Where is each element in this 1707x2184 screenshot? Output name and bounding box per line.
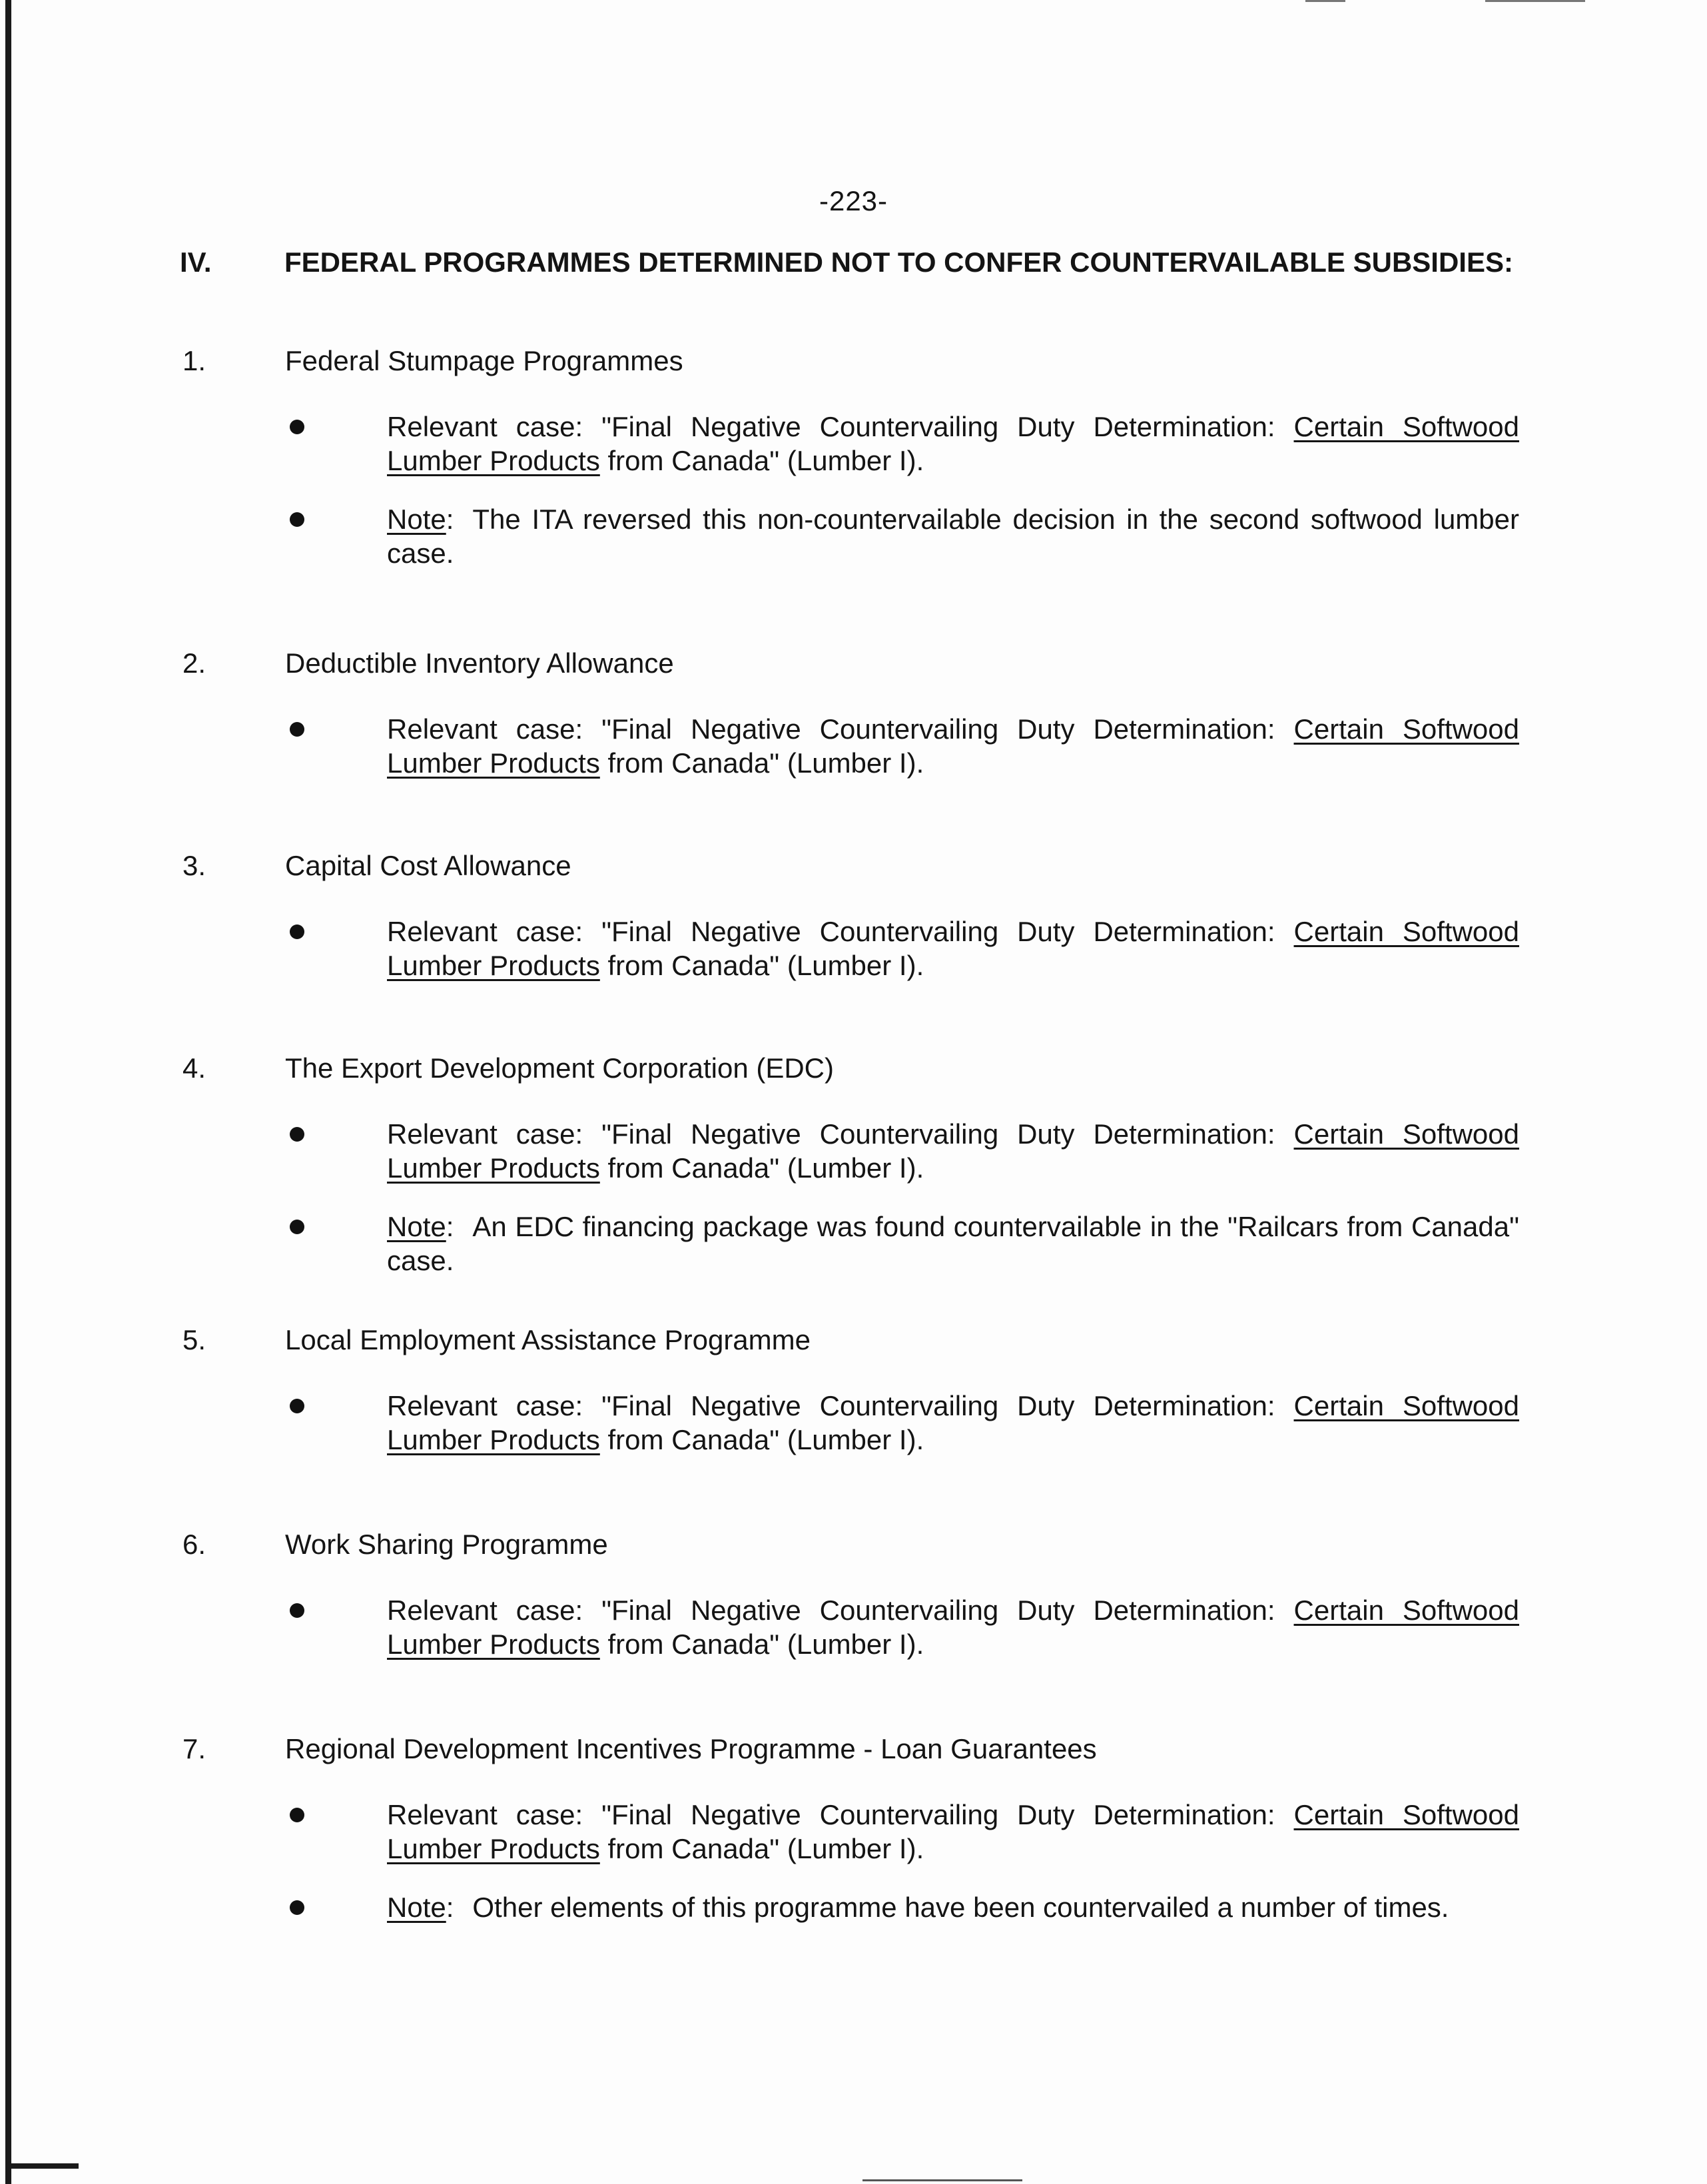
- scan-rule: [1485, 0, 1585, 2]
- programme-title: [180, 647, 1512, 687]
- relevant-case-item: [180, 1389, 1519, 1457]
- scan-rule: [1305, 0, 1345, 2]
- programme-number: 1.: [182, 345, 206, 376]
- relevant-case-text: Relevant case: "Final Negative Countervailing Duty Determination: Certain Softwood Lumber Products from Canada" (Lumber I).: [387, 916, 1519, 981]
- bullet-icon: [290, 420, 304, 434]
- programme-number: 3.: [182, 850, 206, 881]
- relevant-case-item: [180, 1593, 1519, 1661]
- relevant-case-item: [180, 1117, 1519, 1185]
- case-title: Certain Softwood Lumber Products: [387, 1118, 1519, 1184]
- programme-section: [180, 850, 1519, 982]
- programme-number: 2.: [182, 647, 206, 679]
- programme-section: [180, 1529, 1519, 1661]
- programme-section: [180, 647, 1519, 780]
- programme-section: [180, 1324, 1519, 1457]
- bullet-icon: [290, 1399, 304, 1413]
- programme-title: [180, 1052, 1512, 1092]
- programme-title: [180, 1733, 1512, 1773]
- case-title: Certain Softwood Lumber Products: [387, 1799, 1519, 1864]
- note-label: Note: [387, 1211, 446, 1242]
- relevant-case-text: Relevant case: "Final Negative Countervailing Duty Determination: Certain Softwood Lumber Products from Canada" (Lumber I).: [387, 1390, 1519, 1455]
- case-title: Certain Softwood Lumber Products: [387, 713, 1519, 779]
- relevant-case-text: Relevant case: "Final Negative Countervailing Duty Determination: Certain Softwood Lumber Products from Canada" (Lumber I).: [387, 1799, 1519, 1864]
- note-text: Note: The ITA reversed this non-countervailable decision in the second softwood lumber case.: [387, 504, 1519, 569]
- case-title: Certain Softwood Lumber Products: [387, 1390, 1519, 1455]
- programme-number: 5.: [182, 1324, 206, 1355]
- programme-title: [180, 1529, 1512, 1569]
- programme-name: Local Employment Assistance Programme: [285, 1324, 811, 1355]
- programme-number: 7.: [182, 1733, 206, 1764]
- programme-number: 4.: [182, 1052, 206, 1084]
- scan-mark: [5, 2163, 79, 2169]
- case-title: Certain Softwood Lumber Products: [387, 916, 1519, 981]
- programme-name: Federal Stumpage Programmes: [285, 345, 683, 376]
- relevant-case-item: [180, 410, 1519, 478]
- relevant-case-text: Relevant case: "Final Negative Countervailing Duty Determination: Certain Softwood Lumber Products from Canada" (Lumber I).: [387, 1595, 1519, 1660]
- bullet-icon: [290, 512, 304, 527]
- note-item: [180, 1210, 1519, 1277]
- programme-title: [180, 345, 1512, 385]
- programme-section: [180, 1733, 1519, 1924]
- note-text: Note: Other elements of this programme have been countervailed a number of times.: [387, 1892, 1449, 1923]
- bullet-icon: [290, 1127, 304, 1142]
- programme-title: [180, 850, 1512, 890]
- relevant-case-item: [180, 914, 1519, 982]
- programme-name: Regional Development Incentives Programme - Loan Guarantees: [285, 1733, 1097, 1764]
- relevant-case-text: Relevant case: "Final Negative Countervailing Duty Determination: Certain Softwood Lumber Products from Canada" (Lumber I).: [387, 713, 1519, 779]
- note-text: Note: An EDC financing package was found countervailable in the "Railcars from Canada" case.: [387, 1211, 1519, 1276]
- note-item: [180, 502, 1519, 570]
- case-title: Certain Softwood Lumber Products: [387, 411, 1519, 476]
- programme-number: 6.: [182, 1529, 206, 1560]
- note-label: Note: [387, 504, 446, 535]
- programme-name: Work Sharing Programme: [285, 1529, 608, 1560]
- scan-edge: [5, 0, 11, 2184]
- bullet-icon: [290, 924, 304, 939]
- relevant-case-item: [180, 1798, 1519, 1866]
- note-item: [180, 1890, 1512, 1924]
- relevant-case-item: [180, 712, 1519, 780]
- programme-name: Capital Cost Allowance: [285, 850, 571, 881]
- heading-number: IV.: [180, 246, 212, 278]
- programme-title: [180, 1324, 1512, 1364]
- programme-section: [180, 1052, 1519, 1277]
- programme-name: The Export Development Corporation (EDC): [285, 1052, 835, 1084]
- relevant-case-text: Relevant case: "Final Negative Countervailing Duty Determination: Certain Softwood Lumber Products from Canada" (Lumber I).: [387, 1118, 1519, 1184]
- page-number: -223-: [819, 185, 888, 216]
- bullet-icon: [290, 1603, 304, 1618]
- programme-name: Deductible Inventory Allowance: [285, 647, 674, 679]
- bullet-icon: [290, 722, 304, 737]
- scan-rule: [862, 2179, 1022, 2181]
- bullet-icon: [290, 1220, 304, 1234]
- note-label: Note: [387, 1892, 446, 1923]
- programme-section: [180, 345, 1519, 570]
- relevant-case-text: Relevant case: "Final Negative Countervailing Duty Determination: Certain Softwood Lumber Products from Canada" (Lumber I).: [387, 411, 1519, 476]
- bullet-icon: [290, 1900, 304, 1915]
- case-title: Certain Softwood Lumber Products: [387, 1595, 1519, 1660]
- heading-text: FEDERAL PROGRAMMES DETERMINED NOT TO CONFER COUNTERVAILABLE SUBSIDIES:: [284, 246, 1513, 278]
- bullet-icon: [290, 1808, 304, 1822]
